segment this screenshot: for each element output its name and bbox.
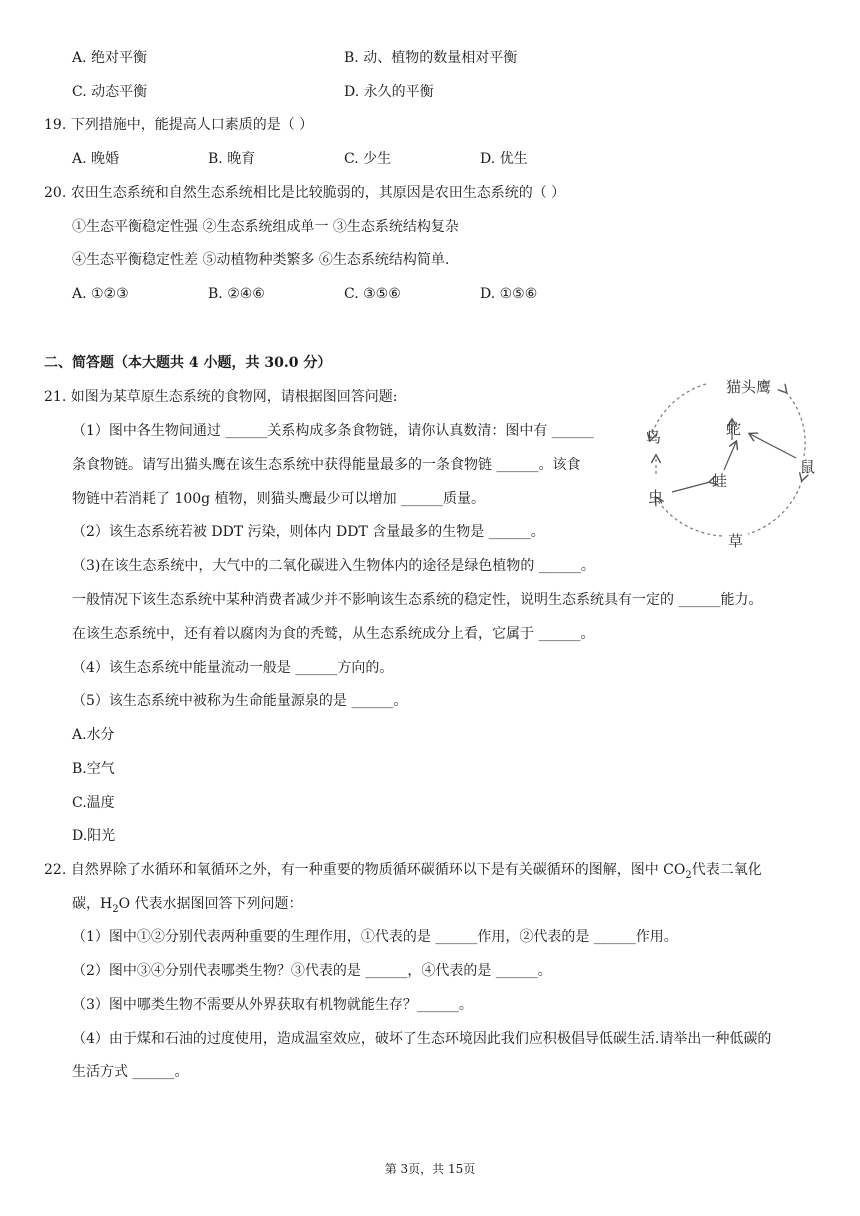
label-insect: 虫 <box>648 488 664 506</box>
q20-option-a: A. ①②③ <box>72 286 129 302</box>
q21-part2: （2）该生态系统若被 DDT 污染，则体内 DDT 含量最多的生物是 ______。 <box>72 524 545 540</box>
food-web-diagram <box>636 370 828 550</box>
q22-part4-line1: （4）由于煤和石油的过度使用，造成温室效应，破坏了生态环境因此我们应积极倡导低碳生活.请举出一种低碳的 <box>72 1031 772 1047</box>
q20-stem: 20. 农田生态系统和自然生态系统相比是比较脆弱的，其原因是农田生态系统的（ ） <box>44 185 566 201</box>
arc-grass-to-insect <box>656 498 722 536</box>
q22-stem-line2-pre: 碳，H <box>72 896 113 912</box>
q19-option-a: A. 晚婚 <box>72 151 120 167</box>
q19-option-c: C. 少生 <box>344 151 392 167</box>
q21-part4: （4）该生态系统中能量流动一般是 ______方向的。 <box>72 660 394 676</box>
q22-stem-line1-end: 代表二氧化 <box>691 862 762 878</box>
q21-part3-line3: 在该生态系统中，还有着以腐肉为食的秃鹫，从生态系统成分上看，它属于 ______。 <box>72 626 595 642</box>
q21-part1-line2: 条食物链。请写出猫头鹰在该生态系统中获得能量最多的一条食物链 ______。该食 <box>72 457 581 473</box>
q22-stem-line2 <box>72 894 303 920</box>
label-frog: 蛙 <box>712 472 728 490</box>
q20-statement-line2: ④生态平衡稳定性差 ⑤动植物种类繁多 ⑥生态系统结构简单. <box>72 252 450 268</box>
q21-option-b: B.空气 <box>72 761 115 777</box>
q22-co2-subscript: 2 <box>685 869 692 881</box>
label-bird: 鸟 <box>646 428 662 446</box>
arc-mouse-to-owl <box>786 392 805 456</box>
q21-option-d: D.阳光 <box>72 828 116 844</box>
q21-part1-line1: （1）图中各生物间通过 ______关系构成多条食物链，请你认真数清：图中有 ______ <box>72 423 594 439</box>
q19-stem: 19. 下列措施中，能提高人口素质的是（ ） <box>44 117 314 133</box>
label-owl: 猫头鹰 <box>726 378 772 396</box>
q20-option-c: C. ③⑤⑥ <box>344 286 401 302</box>
edge-mouse-to-snake <box>750 434 796 458</box>
q22-stem-line1 <box>44 860 762 886</box>
q20-option-d: D. ①⑤⑥ <box>480 286 538 302</box>
q21-part5: （5）该生态系统中被称为生命能量源泉的是 ______。 <box>72 693 408 709</box>
label-snake: 蛇 <box>726 420 742 438</box>
q21-part3-line2: 一般情况下该生态系统中某种消费者减少并不影响该生态系统的稳定性，说明生态系统具有一定的 ______能力。 <box>72 592 763 608</box>
q22-stem-line1-text: 22. 自然界除了水循环和氧循环之外，有一种重要的物质循环碳循环以下是有关碳循环的图解，图中 CO <box>44 862 686 878</box>
q22-part3: （3）图中哪类生物不需要从外界获取有机物就能生存？______。 <box>72 997 473 1013</box>
q21-stem: 21. 如图为某草原生态系统的食物网，请根据图回答问题: <box>44 389 398 405</box>
q21-part3-line1: （3)在该生态系统中，大气中的二氧化碳进入生物体内的途径是绿色植物的 ______。 <box>72 558 595 574</box>
page-number: 第 3页，共 15页 <box>384 1162 476 1176</box>
q19-option-d: D. 优生 <box>480 151 528 167</box>
q22-part4-line2: 生活方式 ______。 <box>72 1064 189 1080</box>
q21-part1-line3: 物链中若消耗了 100g 植物，则猫头鹰最少可以增加 ______质量。 <box>72 491 486 507</box>
label-grass: 草 <box>728 532 744 550</box>
q22-h2o-subscript: 2 <box>112 903 119 915</box>
edge-insect-to-frog <box>672 482 710 492</box>
q22-part1: （1）图中①②分别代表两种重要的生理作用，①代表的是 ______作用，②代表的是 ______作用。 <box>72 929 678 945</box>
q20-statement-line1: ①生态平衡稳定性强 ②生态系统组成单一 ③生态系统结构复杂 <box>72 219 459 235</box>
label-mouse: 鼠 <box>800 458 816 476</box>
q18-option-d: D. 永久的平衡 <box>344 84 434 100</box>
q18-option-a: A. 绝对平衡 <box>72 50 148 66</box>
q22-stem-line2-end: O 代表水据图回答下列问题： <box>118 896 303 912</box>
q21-option-c: C.温度 <box>72 795 115 811</box>
section-title: 二、简答题（本大题共 4 小题，共 30.0 分） <box>44 355 332 371</box>
q20-option-b: B. ②④⑥ <box>208 286 265 302</box>
q18-option-c: C. 动态平衡 <box>72 84 148 100</box>
q22-part2: （2）图中③④分别代表哪类生物？③代表的是 ______，④代表的是 ______。 <box>72 963 552 979</box>
q18-option-b: B. 动、植物的数量相对平衡 <box>344 50 518 66</box>
q21-option-a: A.水分 <box>72 727 115 743</box>
q19-option-b: B. 晚育 <box>208 151 256 167</box>
edge-frog-to-snake <box>724 442 736 470</box>
arc-grass-to-mouse <box>748 480 802 534</box>
